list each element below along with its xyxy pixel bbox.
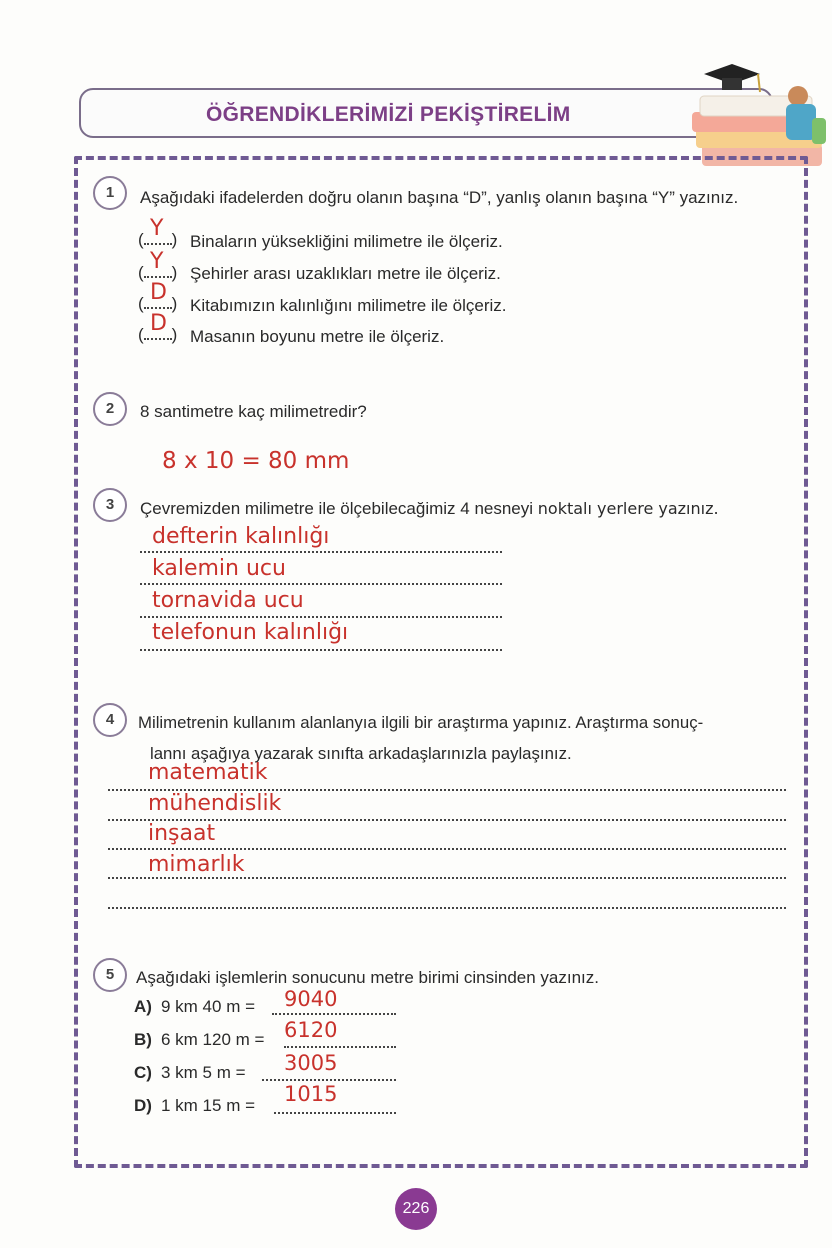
q5-answer-c: 3005 [284, 1051, 338, 1075]
q4-answer-2: mühendislik [148, 791, 282, 816]
q3-answer-4: telefonun kalınlığı [152, 620, 349, 645]
answer-blank: ( ) [138, 263, 178, 282]
q1-statement-4: Masanın boyunu metre ile ölçeriz. [190, 327, 445, 346]
question-number-5: 5 [93, 958, 127, 992]
page-title: ÖĞRENDİKLERİMİZİ PEKİŞTİRELİM [206, 103, 571, 126]
q5-label-b: B) [134, 1030, 152, 1049]
answer-line [262, 1079, 396, 1081]
answer-line [284, 1046, 396, 1048]
answer-line [272, 1013, 396, 1015]
question-3-prompt [140, 499, 719, 519]
q1-answer-2: Y [150, 249, 164, 274]
answer-line [108, 907, 786, 909]
answer-blank: ( ) [138, 325, 178, 344]
question-5-prompt: Aşağıdaki işlemlerin sonucunu metre birimi cinsinden yazınız. [136, 968, 599, 987]
q5-answer-d: 1015 [284, 1082, 338, 1106]
q2-answer: 8 x 10 = 80 mm [162, 448, 350, 474]
q5-expression-d: 1 km 15 m = [161, 1096, 256, 1115]
q4-answer-3: inşaat [148, 821, 216, 846]
q3-answer-2: kalemin ucu [152, 556, 286, 581]
q5-expression-b: 6 km 120 m = [161, 1030, 265, 1049]
page-number: 226 [395, 1188, 437, 1230]
question-4-prompt-line-1: Milimetrenin kullanım alanlanyıa ilgili bir araştırma yapınız. Araştırma sonuç- [138, 713, 704, 732]
q1-statement-3: Kitabımızın kalınlığını milimetre ile ölçeriz. [190, 296, 507, 315]
answer-line [140, 551, 502, 553]
answer-line [140, 616, 502, 618]
question-number-1: 1 [93, 176, 127, 210]
q5-answer-b: 6120 [284, 1018, 338, 1042]
q1-answer-1: Y [150, 216, 164, 241]
question-1-prompt: Aşağıdaki ifadelerden doğru olanın başına “D”, yanlış olanın başına “Y” yazınız. [140, 188, 739, 207]
question-4-prompt-line-2: lannı aşağıya yazarak sınıfta arkadaşlarınızla paylaşınız. [150, 744, 572, 763]
q5-expression-a: 9 km 40 m = [161, 997, 256, 1016]
q5-answer-a: 9040 [284, 987, 338, 1011]
q3-answer-3: tornavida ucu [152, 588, 304, 613]
question-3-prompt-main: Çevremizden milimetre ile ölçebilecağimiz 4 nesneyi [140, 499, 534, 518]
answer-line [274, 1112, 396, 1114]
q3-answer-1: defterin kalınlığı [152, 524, 330, 549]
question-3-prompt-tail: noktalı yerlere yazınız. [537, 499, 719, 518]
q5-label-c: C) [134, 1063, 152, 1082]
answer-line [140, 649, 502, 651]
question-number-4: 4 [93, 703, 127, 737]
answer-line [140, 583, 502, 585]
answer-line [108, 877, 786, 879]
q5-label-a: A) [134, 997, 152, 1016]
question-2-prompt: 8 santimetre kaç milimetredir? [140, 402, 367, 421]
answer-blank: ( ) [138, 230, 178, 249]
question-number-2: 2 [93, 392, 127, 426]
q4-answer-1: matematik [148, 760, 268, 785]
question-number-3: 3 [93, 488, 127, 522]
q5-label-d: D) [134, 1096, 152, 1115]
q1-answer-4: D [150, 311, 167, 336]
q1-statement-2: Şehirler arası uzaklıkları metre ile ölçeriz. [190, 264, 501, 283]
q4-answer-4: mimarlık [148, 852, 245, 877]
q1-statement-1: Binaların yüksekliğini milimetre ile ölçeriz. [190, 232, 503, 251]
q1-answer-3: D [150, 280, 167, 305]
answer-blank: ( ) [138, 294, 178, 313]
answer-line [108, 848, 786, 850]
q5-expression-c: 3 km 5 m = [161, 1063, 246, 1082]
